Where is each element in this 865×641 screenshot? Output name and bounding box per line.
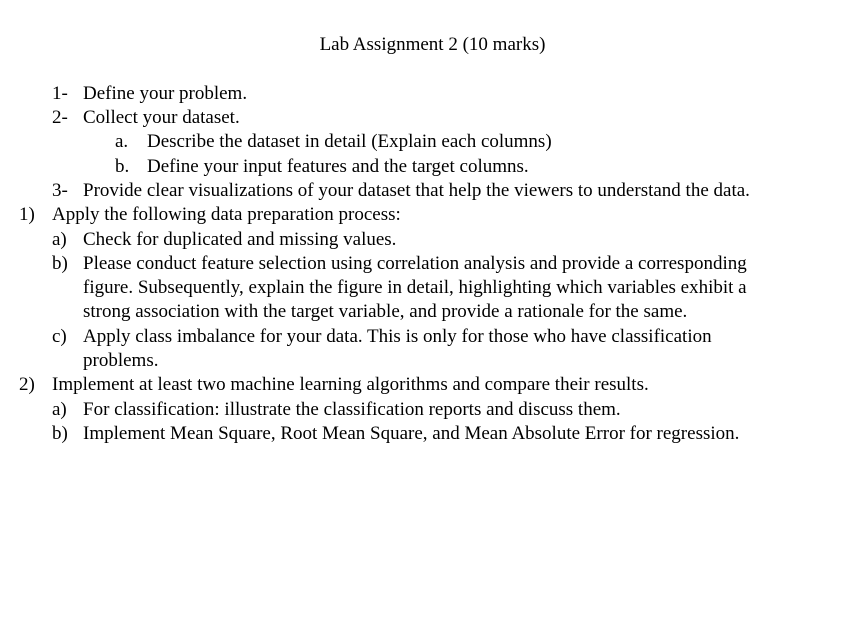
step-2-marker: 2- bbox=[52, 107, 68, 128]
section-1-heading: Apply the following data preparation process: bbox=[52, 204, 401, 225]
section-1-item-a-text: Check for duplicated and missing values. bbox=[83, 229, 397, 250]
dataset-subitem-a-text: Describe the dataset in detail (Explain each columns) bbox=[147, 131, 552, 152]
section-1-item-c-marker: c) bbox=[52, 326, 67, 347]
section-1-item-c-line-1: Apply class imbalance for your data. This is only for those who have classification bbox=[83, 326, 712, 347]
section-1-item-b-line-2: figure. Subsequently, explain the figure in detail, highlighting which variables exhibit a bbox=[83, 277, 747, 298]
section-2-item-b-text: Implement Mean Square, Root Mean Square, and Mean Absolute Error for regression. bbox=[83, 423, 740, 444]
step-2-text: Collect your dataset. bbox=[83, 107, 240, 128]
section-2-item-a-marker: a) bbox=[52, 399, 67, 420]
section-1-item-c-line-2: problems. bbox=[83, 350, 159, 371]
step-1-text: Define your problem. bbox=[83, 83, 248, 104]
dataset-subitem-b-marker: b. bbox=[115, 156, 130, 177]
section-2-heading: Implement at least two machine learning algorithms and compare their results. bbox=[52, 374, 649, 395]
section-2-item-b-marker: b) bbox=[52, 423, 68, 444]
section-1-item-a-marker: a) bbox=[52, 229, 67, 250]
section-1-item-b-line-1: Please conduct feature selection using correlation analysis and provide a corresponding bbox=[83, 253, 747, 274]
step-3-text: Provide clear visualizations of your dataset that help the viewers to understand the data. bbox=[83, 180, 750, 201]
section-2-item-a-text: For classification: illustrate the classification reports and discuss them. bbox=[83, 399, 621, 420]
section-1-item-b-marker: b) bbox=[52, 253, 68, 274]
dataset-subitem-a-marker: a. bbox=[115, 131, 129, 152]
document-title: Lab Assignment 2 (10 marks) bbox=[319, 34, 546, 55]
section-2-marker: 2) bbox=[19, 374, 35, 395]
step-3-marker: 3- bbox=[52, 180, 68, 201]
section-1-marker: 1) bbox=[19, 204, 35, 225]
step-1-marker: 1- bbox=[52, 83, 68, 104]
dataset-subitem-b-text: Define your input features and the target columns. bbox=[147, 156, 529, 177]
section-1-item-b-line-3: strong association with the target variable, and provide a rationale for the same. bbox=[83, 301, 688, 322]
